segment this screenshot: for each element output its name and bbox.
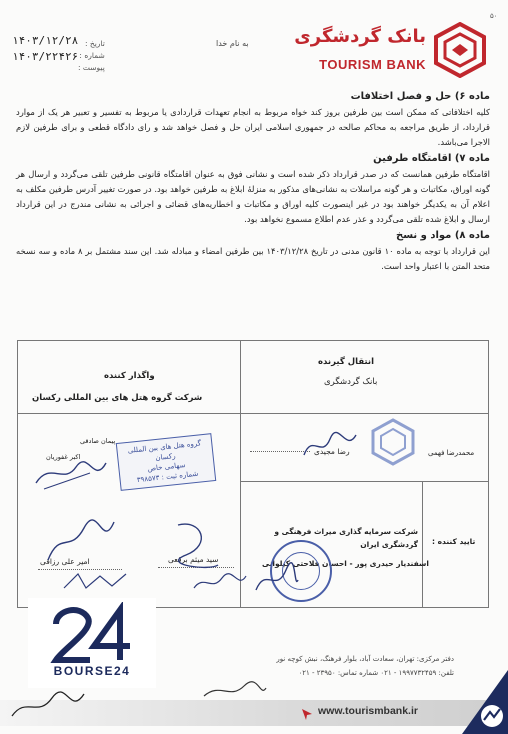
bourse24-logo-icon [50,602,134,664]
bank-name-persian: بانک گردشگری [294,26,426,47]
bank-signer-2: رضا مجیدی [314,447,350,456]
approver-signer: اسفندیار حیدری پور - احسان فلاحتی کیلوانی [262,559,429,568]
stamp-line: سهامی خاص [147,461,186,473]
approver-organization: شرکت سرمایه گذاری میراث فرهنگی و گردشگری ایران [274,527,418,549]
page-number: ۵۰ [490,12,498,20]
article-7-title: ماده ۷) اقامتگاه طرفین [373,153,490,164]
date-label: تاریخ : [84,39,105,48]
tourism-bank-logo-icon [432,22,488,78]
header-field-values [12,33,78,65]
watermark-badge-icon [462,670,508,734]
bismillah-heading: به نام خدا [216,39,249,48]
table-divider [422,481,423,607]
assignee-title: انتقال گیرنده [318,357,375,367]
date-value: ۱۴۰۳/۱۲/۲۸ [12,34,79,47]
article-6-text: کلیه اختلافاتی که ممکن است بین طرفین بروز کند خواه مربوط به انجام تعهدات قراردادی یا مربوط به تفسیر و تعبیر هر یک از موارد قرارداد، از طریق مراجعه به محاکم صالحه در جمهوری اسلامی ایران حل و فصل خواهد شد و رای دادگاه قطعی و برای طرفین لازم الاجرا می‌باشد. [16,107,490,147]
header-field-labels [78,38,105,74]
roxan-signer-2: اکبر غفوریان [46,453,81,461]
signature-line [250,451,310,452]
footer-contact: تلفن: ۱۹۹۷۷۳۲۴۵۹ - ۰۲۱ شماره تماس: ۲۳۹۵۰ - ۰۲۱ [298,669,454,677]
footer-address: دفتر مرکزی: تهران، سعادت آباد، بلوار فرهنگ، نبش کوچه نور [276,655,454,663]
stamp-line: شماره ثبت : ۳۹۸۵۷۳ [136,469,199,485]
signature-line [38,569,122,570]
attachment-label: پیوست : [78,63,105,72]
table-divider [240,341,241,607]
assignee-name: بانک گردشگری [324,377,378,387]
roxan-signer-4: سید میثم برقعی [168,555,219,564]
roxan-signer-1: پیمان صادقی [80,437,116,445]
stamp-line: رکسان [154,451,176,463]
article-8-title: ماده ۸) مواد و نسخ [396,230,490,241]
article-7-text: اقامتگاه طرفین همانست که در صدر قرارداد ذکر شده است و نشانی فوق به عنوان اقامتگاه قانونی طرفین تلقی می‌گردد و ارسال هر گونه اوراق، مکاتبات و هر گونه مراسلات به نشانی‌های مذکور به منزلهٔ ابلاغ به طرفین خواهد بود. در صورت تغییر آدرس طرفین مکلف به اعلام آن به یکدیگر خواهند بود در غیر اینصورت کلیه اوراق و مکاتبات و اخطاریه‌های قضائی و اجرائی به نشانی مندرج در این قرارداد ارسال و ابلاغ شده تلقی می‌گردد و عذر عدم اطلاع مسموع نخواهد بود. [16,169,490,224]
assignor-name: شرکت گروه هتل های بین المللی رکسان [32,393,203,403]
approver-label: تایید کننده : [432,537,476,546]
footer-signature-scribble-icon [200,678,270,702]
number-label: شماره : [79,51,105,60]
stamp-line: گروه هتل های بین المللی [127,439,202,455]
article-8-text: این قرارداد با توجه به ماده ۱۰ قانون مدنی در تاریخ ۱۴۰۳/۱۲/۲۸ بین طرفین امضاء و مبادله شد. این سند مشتمل بر ۸ ماده و سه نسخه متحد المتن با اعتبار واحد است. [16,246,490,271]
contract-articles [16,88,490,274]
table-divider [240,481,488,482]
footer-bar [0,700,508,726]
table-divider [18,413,488,414]
bourse24-watermark-text: BOURSE24 [53,664,131,678]
bank-name-english: TOURISM BANK [319,57,426,72]
signature-line [158,567,234,568]
approver-round-stamp-inner [282,552,320,590]
signature-table [17,340,489,608]
footer-address-block [154,652,454,680]
footer-website-link[interactable]: www.tourismbank.ir [318,705,418,717]
roxan-company-stamp [116,433,216,491]
assignor-title: واگذار کننده [104,371,155,381]
number-value: ۱۴۰۳/۲۲۴۲۶ [12,50,79,63]
roxan-signer-3: امیر علی رزاقی [40,557,90,566]
bank-signer-1: محمدرضا فهمی [428,449,475,457]
article-6-title: ماده ۶) حل و فصل اختلافات [350,91,490,102]
